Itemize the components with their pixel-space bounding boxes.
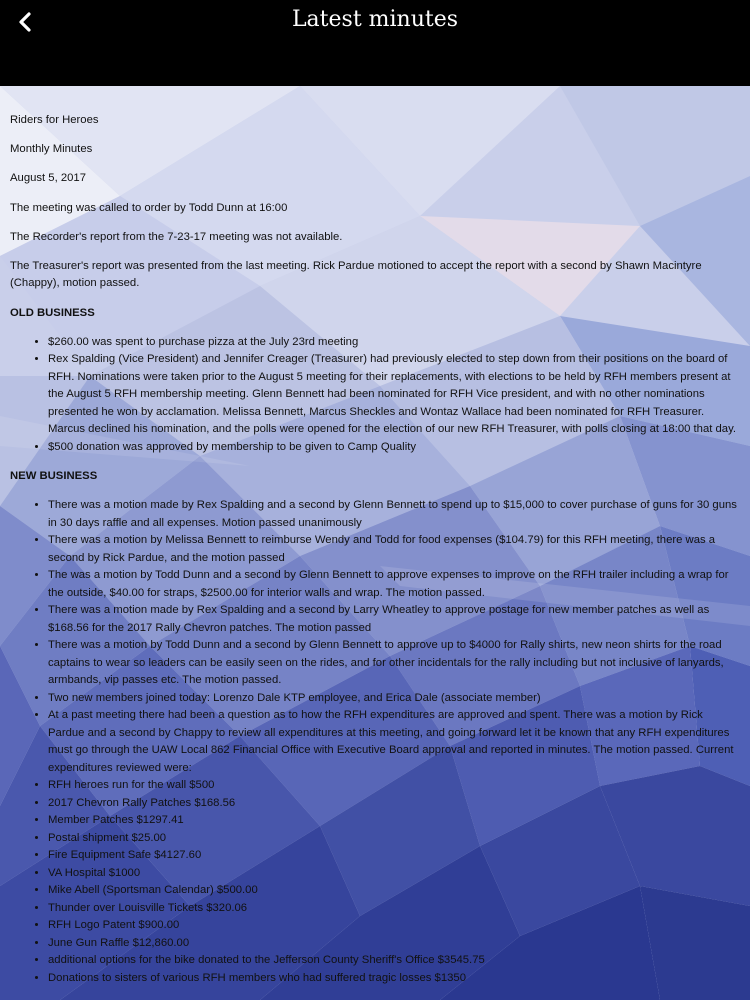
list-item: • Donations to sisters of various RFH members who had suffered tragic losses $1350: [48, 970, 740, 988]
list-item: • There was a motion by Todd Dunn and a second by Glenn Bennett to approve up to $4000 for Rally shirts, new neon shirts for the road captains to wear so leaders can be easily seen on the rides, and for other incidentals for the rally including but not inclusive of lanyards, armbands, vip passes etc. The motion passed.: [48, 637, 740, 690]
page-title: Latest minutes: [291, 7, 459, 32]
new-business-list: [10, 497, 740, 987]
list-item: • Thunder over Louisville Tickets $320.06: [48, 900, 740, 918]
old-business-heading: OLD BUSINESS: [10, 306, 95, 319]
list-item: • RFH heroes run for the wall $500: [48, 777, 740, 795]
list-item: • There was a motion by Melissa Bennett to reimburse Wendy and Todd for food expenses ($104.79) for this RFH meeting, there was a second by Rick Pardue, and the motion passed: [48, 532, 740, 567]
top-bar: [0, 0, 750, 86]
list-item: • additional options for the bike donated to the Jefferson County Sheriff's Office $3545.75: [48, 952, 740, 970]
list-item: • VA Hospital $1000: [48, 865, 740, 883]
org-name: Riders for Heroes: [10, 114, 99, 126]
list-item: • Postal shipment $25.00: [48, 830, 740, 848]
list-item: • Mike Abell (Sportsman Calendar) $500.00: [48, 882, 740, 900]
recorder-report: The Recorder's report from the 7-23-17 meeting was not available.: [10, 230, 343, 243]
list-item: • Rex Spalding (Vice President) and Jennifer Creager (Treasurer) had previously elected to step down from their positions on the board of RFH. Nominations were taken prior to the August 5 meeting for their replacements, with elections to be held by RFH members present at the August 5 RFH membership meeting. Glenn Bennett had been nominated for RFH Vice president, and with no other nominations presented he won by acclamation. Melissa Bennett, Marcus Sheckles and Wontaz Wallace had been nominated for RFH Treasurer. Marcus declined his nomination, and the polls were opened for the election of our new RFH Treasurer, with polls closing at 18:00 that day.: [48, 351, 740, 439]
old-business-list: [10, 334, 740, 457]
meeting-date: August 5, 2017: [10, 172, 87, 185]
list-item: • Two new members joined today: Lorenzo Dale KTP employee, and Erica Dale (associate member): [48, 690, 740, 708]
list-item: • Fire Equipment Safe $4127.60: [48, 847, 740, 865]
list-item: • June Gun Raffle $12,860.00: [48, 935, 740, 953]
list-item: • $260.00 was spent to purchase pizza at the July 23rd meeting: [48, 334, 740, 352]
minutes-content[interactable]: [0, 86, 750, 1000]
call-to-order: The meeting was called to order by Todd Dunn at 16:00: [10, 201, 288, 214]
list-item: • There was a motion made by Rex Spalding and a second by Larry Wheatley to approve postage for new member patches as well as $168.56 for the 2017 Rally Chevron patches. The motion passed: [48, 602, 740, 637]
list-item: • The was a motion by Todd Dunn and a second by Glenn Bennett to approve expenses to improve on the RFH trailer including a wrap for the outside, $40.00 for straps, $2500.00 for interior walls and wrap. The motion passed.: [48, 567, 740, 602]
list-item: • Member Patches $1297.41: [48, 812, 740, 830]
new-business-heading: NEW BUSINESS: [10, 470, 98, 482]
document-type: Monthly Minutes: [10, 143, 93, 156]
list-item: • There was a motion made by Rex Spalding and a second by Glenn Bennett to spend up to $15,000 to cover purchase of guns for 30 guns in 30 days raffle and all expenses. Motion passed unanimously: [48, 497, 740, 532]
treasurer-report: The Treasurer's report was presented from the last meeting. Rick Pardue motioned to accept the report with a second by Shawn Macintyre (Chappy), motion passed.: [10, 259, 702, 290]
list-item: • At a past meeting there had been a question as to how the RFH expenditures are approved and spent. There was a motion by Rick Pardue and a second by Chappy to review all expenditures at this meeting, and going forward let it be known that any RFH expenditures must go through the UAW Local 862 Financial Office with Executive Board approval and reported in minutes. The motion passed. Current expenditures reviewed were:: [48, 707, 740, 777]
list-item: • 2017 Chevron Rally Patches $168.56: [48, 795, 740, 813]
minutes-document: [0, 86, 750, 987]
list-item: • $500 donation was approved by membership to be given to Camp Quality: [48, 439, 740, 457]
list-item: • RFH Logo Patent $900.00: [48, 917, 740, 935]
